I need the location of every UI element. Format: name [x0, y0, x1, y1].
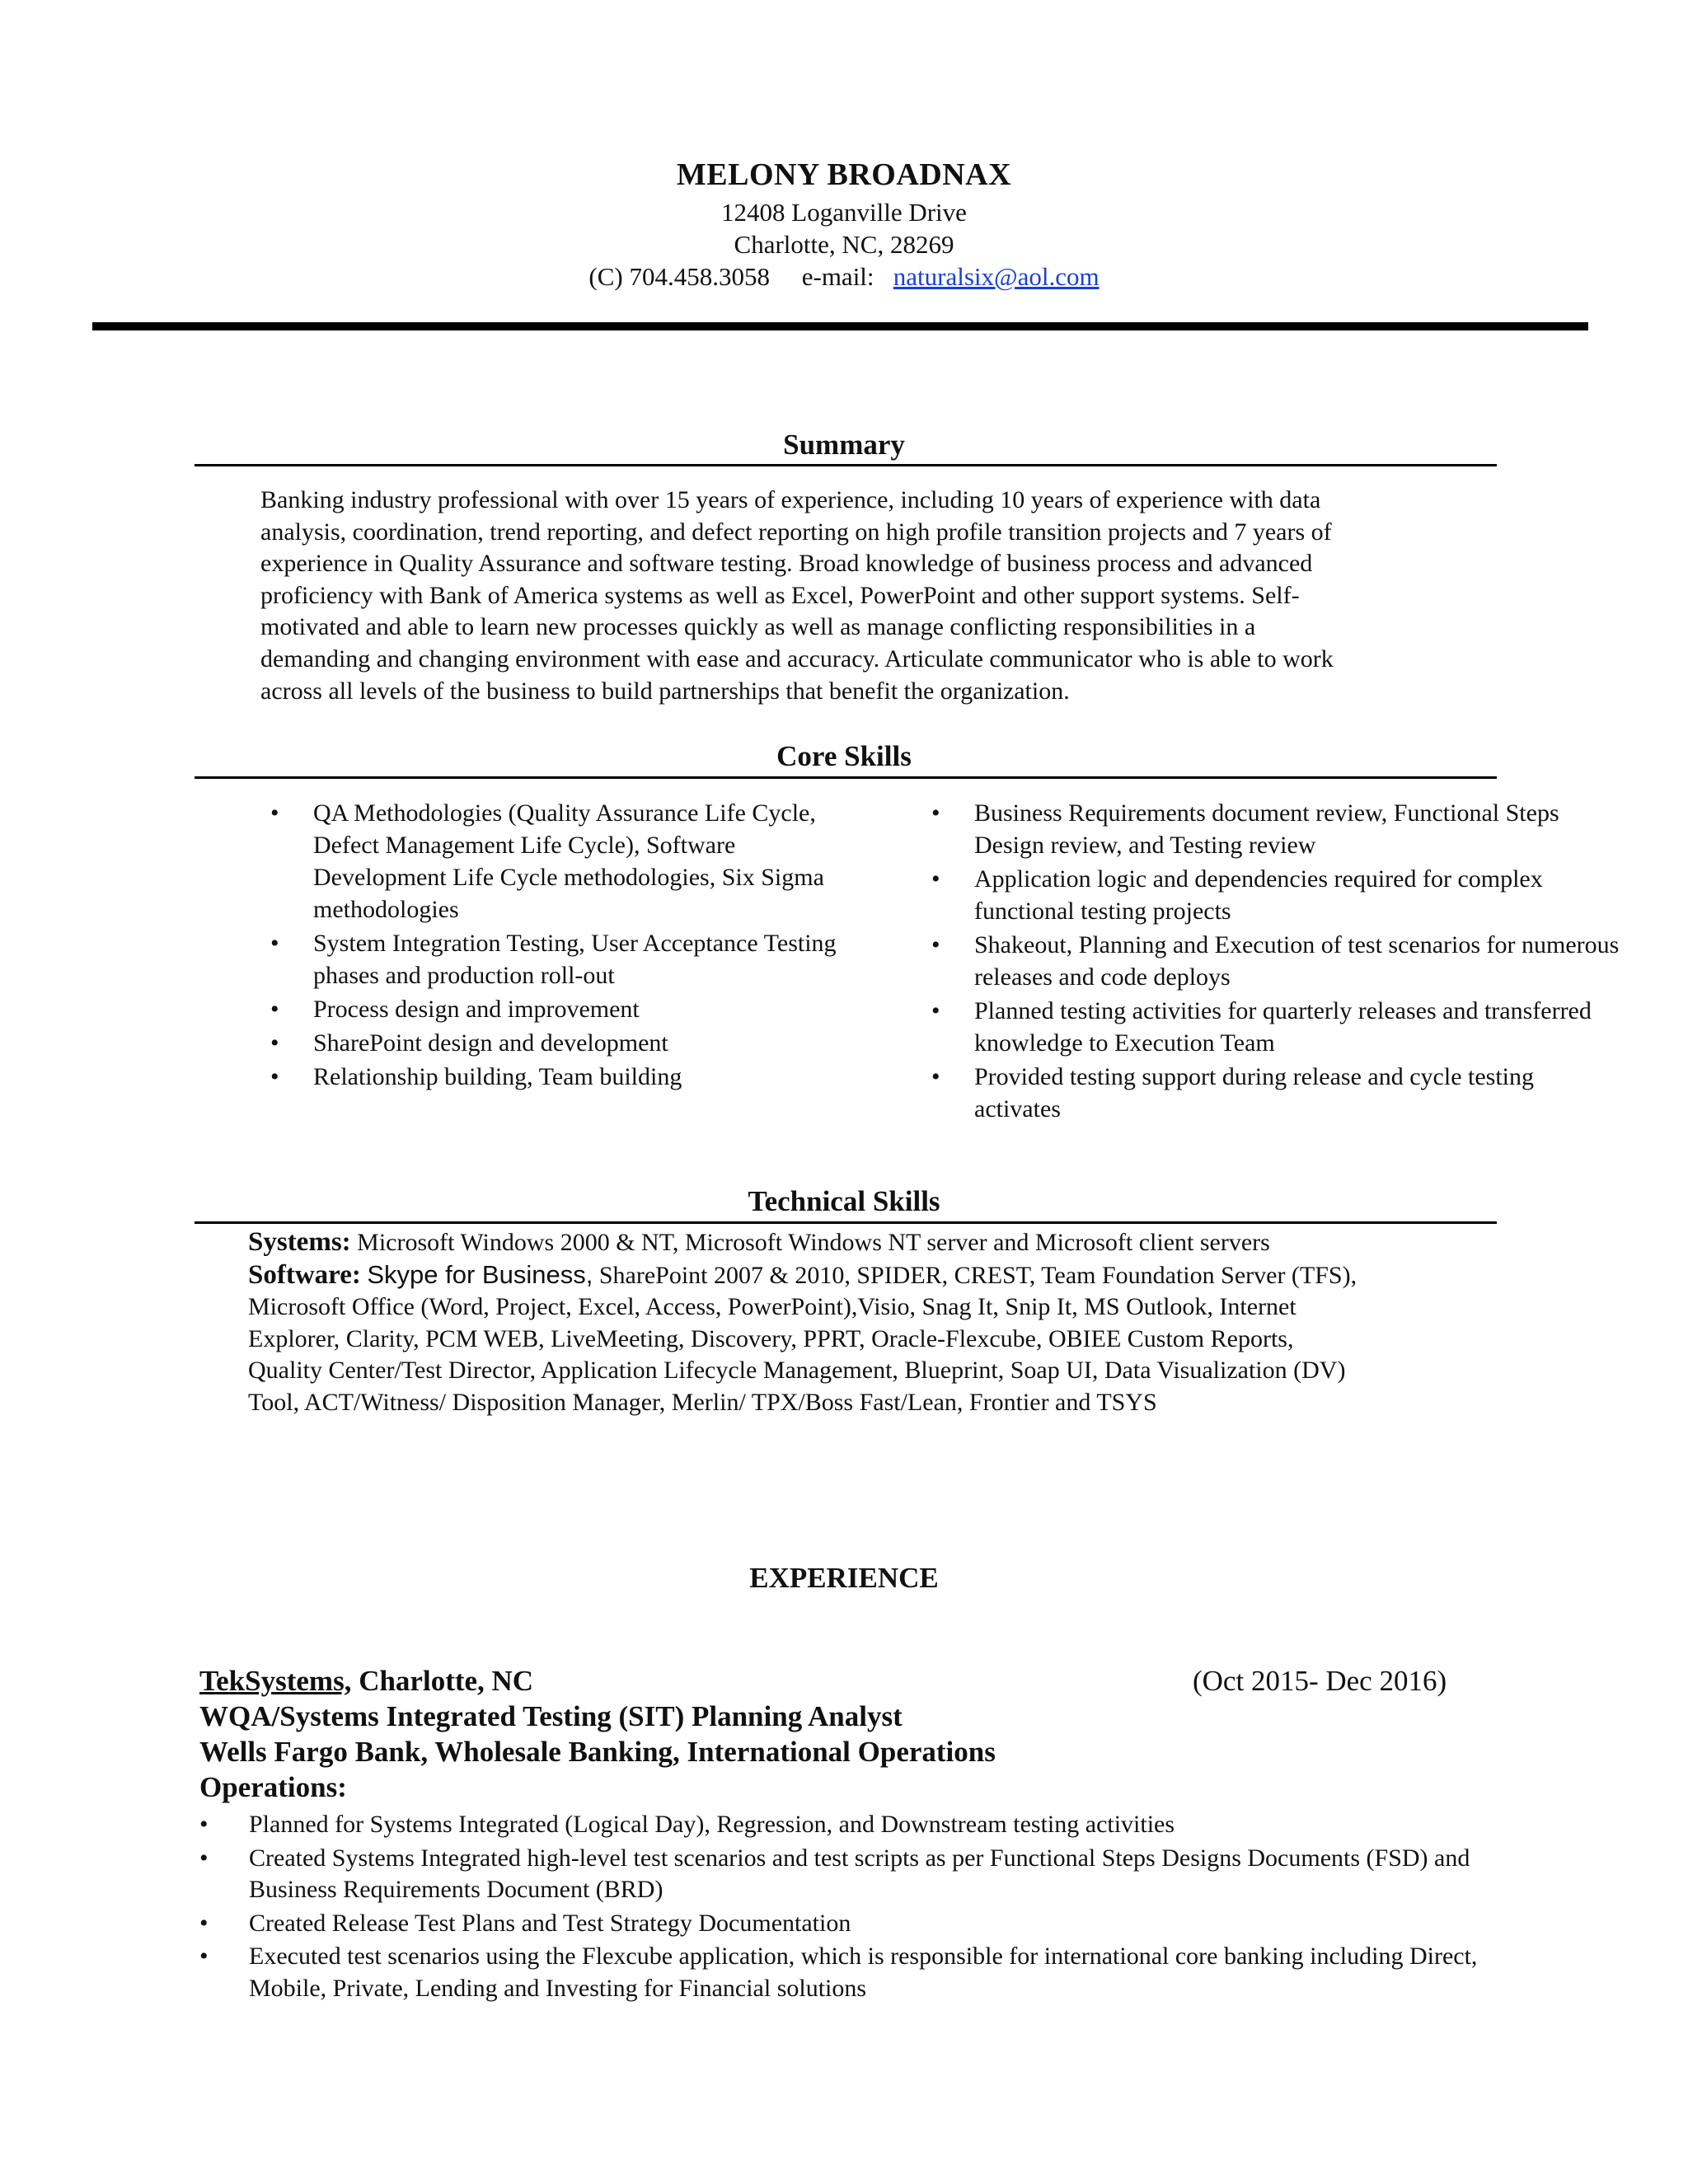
software-first-item: Skype for Business,	[367, 1259, 593, 1289]
summary-line: motivated and able to learn new processes quickly as well as manage conflicting responsibilities in a	[260, 613, 1256, 641]
list-item: • Planned testing activities for quarterly releases and transferred knowledge to Execution Team	[923, 995, 1624, 1059]
list-item: • Created Systems Integrated high-level test scenarios and test scripts as per Functional Steps Designs Documents (FSD) and Business Requirements Document (BRD)	[199, 1844, 1470, 1903]
bullet-icon: •	[199, 1943, 209, 1970]
list-item: • Shakeout, Planning and Execution of test scenarios for numerous releases and code deploys	[923, 929, 1624, 993]
list-item: • QA Methodologies (Quality Assurance Life Cycle, Defect Management Life Cycle), Software Development Life Cycle methodologies, Six Sigma methodologies	[262, 797, 856, 926]
operations-label: Operations:	[199, 1771, 347, 1803]
summary-line: analysis, coordination, trend reporting, and defect reporting on high profile transition projects and 7 years of	[260, 518, 1332, 546]
software-value: SharePoint 2007 & 2010, SPIDER, CREST, Team Foundation Server (TFS),	[593, 1261, 1357, 1289]
summary-rule	[195, 464, 1497, 466]
experience-heading: EXPERIENCE	[749, 1562, 939, 1594]
summary-line: demanding and changing environment with ease and accuracy. Articulate communicator who is able to work	[260, 644, 1334, 673]
phone-number: (C) 704.458.3058	[588, 262, 770, 291]
software-label: Software:	[248, 1259, 361, 1290]
bullet-icon: •	[199, 1909, 209, 1937]
systems-value: Microsoft Windows 2000 & NT, Microsoft Windows NT server and Microsoft client servers	[357, 1229, 1270, 1256]
list-item: • Relationship building, Team building	[262, 1061, 856, 1093]
bullet-icon: •	[270, 799, 279, 827]
summary-line: Banking industry professional with over 15 years of experience, including 10 years of experience with data	[260, 486, 1321, 513]
software-line: Microsoft Office (Word, Project, Excel, Access, PowerPoint),Visio, Snag It, Snip It, MS Outlook, Internet	[248, 1293, 1296, 1320]
software-line: Quality Center/Test Director, Application Lifecycle Management, Blueprint, Soap UI, Data Visualization (DV)	[248, 1357, 1346, 1384]
summary-line: proficiency with Bank of America systems as well as Excel, PowerPoint and other support systems. Self-	[260, 581, 1300, 609]
bullet-icon: •	[931, 799, 940, 827]
systems-label: Systems:	[248, 1227, 351, 1257]
bullet-icon: •	[270, 996, 279, 1023]
technical-skills-heading: Technical Skills	[748, 1185, 940, 1217]
header-divider	[92, 322, 1588, 330]
bullet-icon: •	[931, 865, 940, 893]
experience-bullets	[199, 1809, 1551, 2006]
contact-line	[0, 260, 1688, 293]
systems-line	[248, 1226, 1550, 1259]
list-item: • Application logic and dependencies required for complex functional testing projects	[923, 863, 1624, 927]
technical-skills-rule	[195, 1221, 1497, 1224]
software-line: Tool, ACT/Witness/ Disposition Manager, Merlin/ TPX/Boss Fast/Lean, Frontier and TSYS	[248, 1388, 1157, 1416]
list-item: • Executed test scenarios using the Flexcube application, which is responsible for international core banking including Direct, Mobile, Private, Lending and Investing for Financial solutions	[199, 1943, 1478, 2002]
core-skills-right-list	[923, 797, 1624, 1127]
technical-skills-body	[248, 1226, 1550, 1418]
job-title: WQA/Systems Integrated Testing (SIT) Planning Analyst	[199, 1700, 903, 1732]
bullet-icon: •	[199, 1844, 209, 1872]
bullet-icon: •	[270, 1029, 279, 1057]
bullet-icon: •	[270, 930, 279, 957]
list-item: • Provided testing support during release and cycle testing activates	[923, 1061, 1624, 1125]
list-item: • Process design and improvement	[262, 993, 856, 1025]
list-item: • Created Release Test Plans and Test Strategy Documentation	[199, 1908, 1551, 1940]
candidate-name: MELONY BROADNAX	[676, 157, 1012, 192]
list-item: • SharePoint design and development	[262, 1027, 856, 1059]
bullet-icon: •	[931, 997, 940, 1024]
summary-text	[260, 485, 1497, 707]
list-item: • Business Requirements document review, Functional Steps Design review, and Testing review	[923, 797, 1624, 861]
list-item: • Planned for Systems Integrated (Logical Day), Regression, and Downstream testing activities	[199, 1809, 1551, 1841]
summary-line: experience in Quality Assurance and software testing. Broad knowledge of business process and advanced	[260, 550, 1313, 578]
core-skills-heading: Core Skills	[776, 740, 912, 772]
bullet-icon: •	[270, 1063, 279, 1090]
list-item: • System Integration Testing, User Acceptance Testing phases and production roll-out	[262, 927, 856, 991]
address-line-2: Charlotte, NC, 28269	[734, 230, 954, 259]
company-name: TekSystems,	[199, 1665, 352, 1697]
job-dates: (Oct 2015- Dec 2016)	[1193, 1665, 1447, 1697]
email-label: e-mail:	[801, 262, 874, 291]
summary-heading: Summary	[783, 429, 905, 461]
bullet-icon: •	[199, 1811, 209, 1838]
email-link[interactable]: naturalsix@aol.com	[893, 262, 1100, 291]
software-line	[248, 1259, 1550, 1292]
company-location: Charlotte, NC	[351, 1665, 534, 1697]
core-skills-left-list	[262, 797, 856, 1094]
company-line	[199, 1663, 533, 1699]
core-skills-rule	[195, 776, 1497, 779]
summary-line: across all levels of the business to build partnerships that benefit the organization.	[260, 677, 1070, 705]
job-organization: Wells Fargo Bank, Wholesale Banking, International Operations	[199, 1736, 996, 1768]
address-line-1: 12408 Loganville Drive	[721, 198, 967, 227]
bullet-icon: •	[931, 931, 940, 958]
software-line: Explorer, Clarity, PCM WEB, LiveMeeting, Discovery, PPRT, Oracle-Flexcube, OBIEE Custom Reports,	[248, 1324, 1294, 1352]
bullet-icon: •	[931, 1063, 940, 1090]
